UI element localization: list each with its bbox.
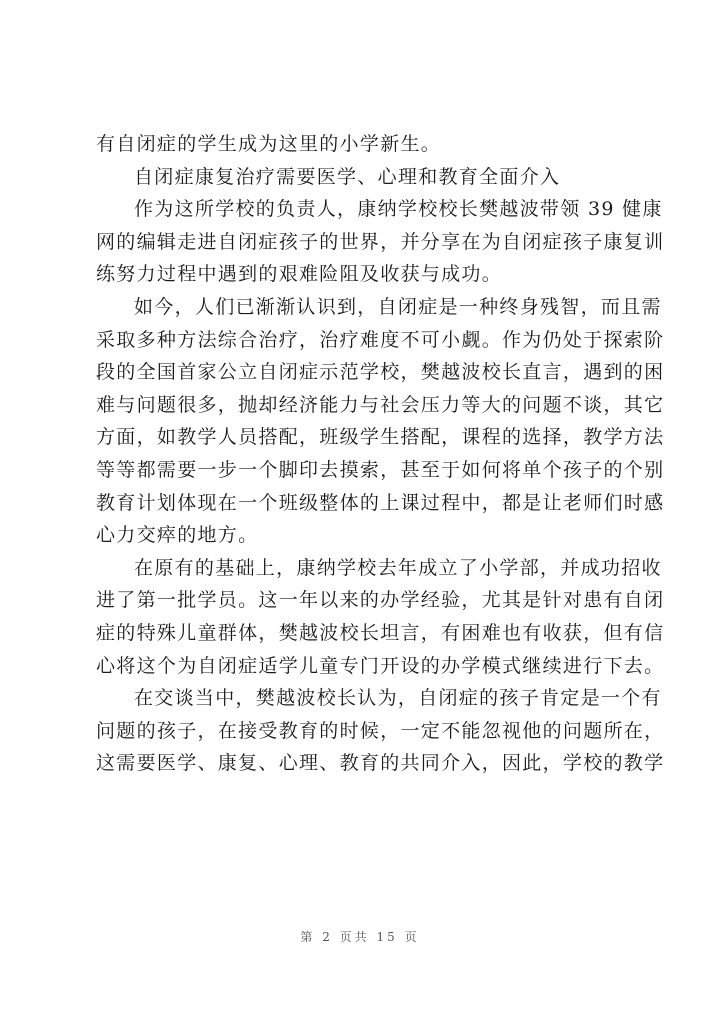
text-line: 问题的孩子，在接受教育的时候，一定不能忽视他的问题所在， [96, 719, 665, 742]
text-line: 等等都需要一步一个脚印去摸索，甚至于如何将单个孩子的个别 [96, 458, 665, 481]
text-line: 如今，人们已渐渐认识到，自闭症是一种终身残智，而且需 [134, 295, 662, 318]
text-line: 教育计划体现在一个班级整体的上课过程中，都是让老师们时感 [96, 491, 665, 514]
text-line: 自闭症康复治疗需要医学、心理和教育全面介入 [134, 165, 561, 188]
text-line: 心力交瘁的地方。 [96, 524, 259, 547]
page-number-footer: 第 2 页共 15 页 [300, 930, 420, 944]
text-line: 有自闭症的学生成为这里的小学新生。 [96, 133, 442, 155]
text-line: 练努力过程中遇到的艰难险阻及收获与成功。 [96, 263, 503, 286]
text-line: 方面，如教学人员搭配，班级学生搭配，课程的选择，教学方法 [96, 426, 665, 449]
text-line: 难与问题很多，抛却经济能力与社会压力等大的问题不谈，其它 [96, 393, 665, 416]
text-line: 网的编辑走进自闭症孩子的世界，并分享在为自闭症孩子康复训 [96, 230, 665, 253]
text-line: 这需要医学、康复、心理、教育的共同介入，因此，学校的教学 [96, 752, 665, 775]
document-body [96, 128, 665, 780]
text-line: 作为这所学校的负责人，康纳学校校长樊越波带领 39 健康 [134, 198, 663, 221]
text-line: 在原有的基础上，康纳学校去年成立了小学部，并成功招收 [134, 556, 662, 579]
text-line: 段的全国首家公立自闭症示范学校，樊越波校长直言，遇到的困 [96, 361, 665, 384]
text-line: 在交谈当中，樊越波校长认为，自闭症的孩子肯定是一个有 [134, 687, 662, 710]
text-line: 采取多种方法综合治疗，治疗难度不可小觑。作为仍处于探索阶 [96, 328, 665, 351]
text-line: 症的特殊儿童群体，樊越波校长坦言，有困难也有收获，但有信 [96, 621, 665, 644]
text-line: 进了第一批学员。这一年以来的办学经验，尤其是针对患有自闭 [96, 589, 665, 612]
text-line: 心将这个为自闭症适学儿童专门开设的办学模式继续进行下去。 [96, 654, 665, 677]
